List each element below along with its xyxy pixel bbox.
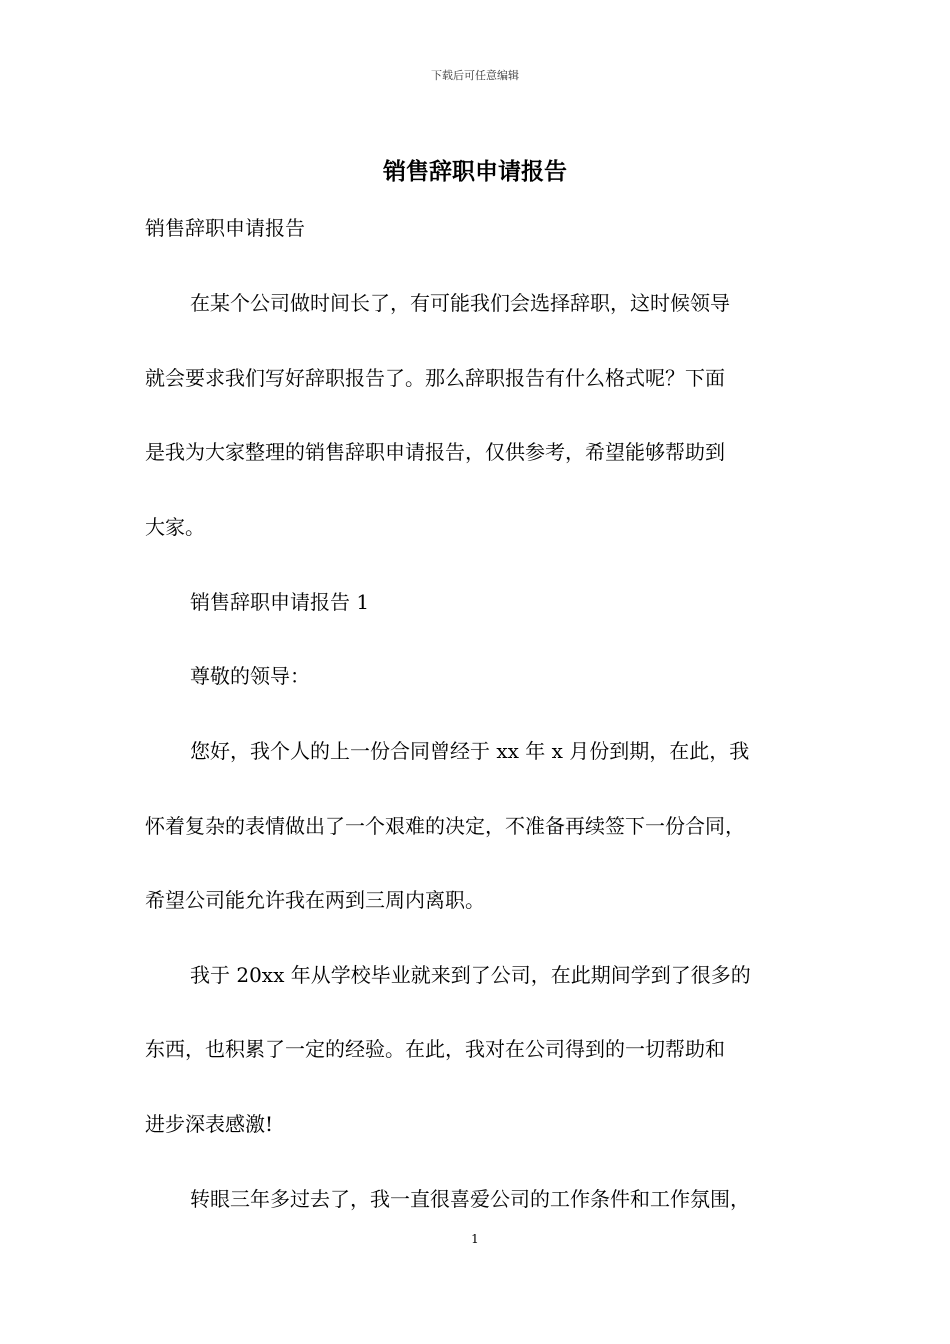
paragraph-line: 进步深表感激! bbox=[145, 1112, 274, 1136]
section-heading: 销售辞职申请报告 1 bbox=[190, 590, 370, 614]
paragraph-line: 大家。 bbox=[145, 515, 205, 539]
paragraph-line: 怀着复杂的表情做出了一个艰难的决定，不准备再续签下一份合同， bbox=[145, 814, 745, 838]
paragraph-line: 我于 20xx 年从学校毕业就来到了公司，在此期间学到了很多的 bbox=[190, 963, 751, 987]
document-subtitle: 销售辞职申请报告 bbox=[145, 216, 305, 240]
header-note: 下载后可任意编辑 bbox=[431, 69, 519, 82]
paragraph-line: 就会要求我们写好辞职报告了。那么辞职报告有什么格式呢？下面 bbox=[145, 366, 725, 390]
paragraph-line: 东西，也积累了一定的经验。在此，我对在公司得到的一切帮助和 bbox=[145, 1037, 725, 1061]
page-number: 1 bbox=[471, 1232, 479, 1246]
paragraph-line: 是我为大家整理的销售辞职申请报告，仅供参考，希望能够帮助到 bbox=[145, 440, 725, 464]
document-title: 销售辞职申请报告 bbox=[383, 158, 567, 185]
paragraph-line: 转眼三年多过去了，我一直很喜爱公司的工作条件和工作氛围， bbox=[190, 1187, 750, 1211]
paragraph-line: 希望公司能允许我在两到三周内离职。 bbox=[145, 888, 485, 912]
salutation: 尊敬的领导： bbox=[190, 664, 310, 688]
paragraph-line: 在某个公司做时间长了，有可能我们会选择辞职，这时候领导 bbox=[190, 291, 730, 315]
paragraph-line: 您好，我个人的上一份合同曾经于 xx 年 x 月份到期，在此，我 bbox=[190, 739, 750, 763]
